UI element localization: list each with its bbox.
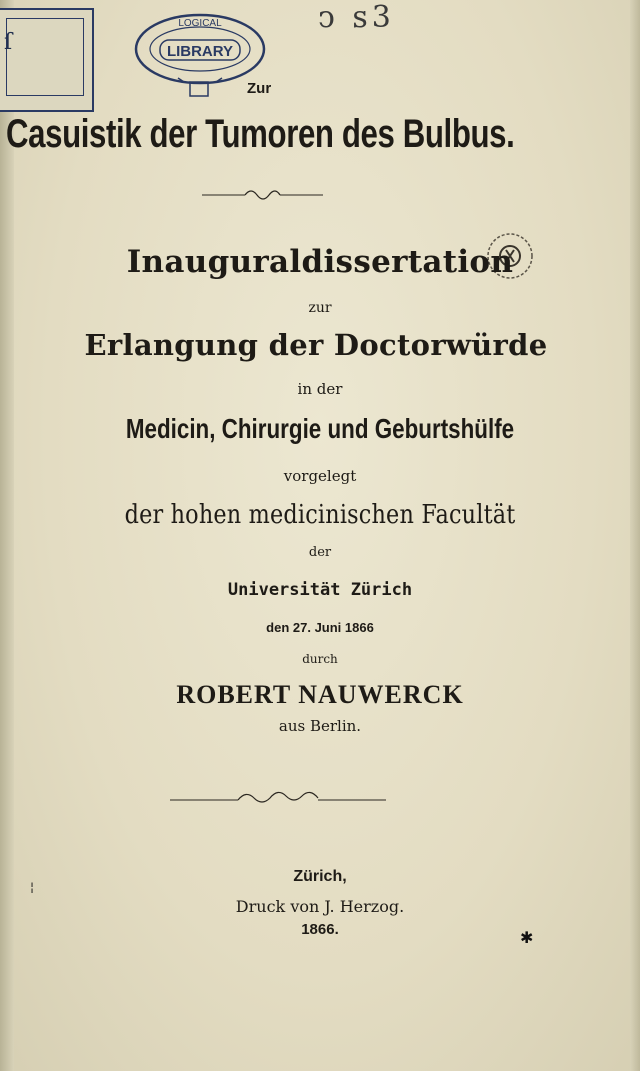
- stamp-ring-text: LOGICAL: [178, 18, 222, 29]
- author-name: ROBERT NAUWERCK: [176, 680, 464, 709]
- ink-speck: ¦: [30, 880, 35, 894]
- ornament-rule-bottom: [168, 788, 388, 808]
- title-prefix: Zur: [247, 80, 272, 97]
- text-faculty: der hohen medicinischen Facultät: [124, 500, 516, 530]
- text-faculties: Medicin, Chirurgie und Geburtshülfe: [125, 413, 515, 444]
- text-durch: durch: [302, 652, 338, 666]
- bookplate-mark: ſ: [4, 30, 13, 55]
- text-in-der: in der: [297, 380, 343, 398]
- page-title: Casuistik der Tumoren des Bulbus.: [6, 112, 515, 156]
- text-der: der: [308, 545, 332, 560]
- text-erlangung: Erlangung der Doctorwürde: [84, 328, 548, 362]
- imprint-city: Zürich,: [293, 868, 347, 885]
- bookplate-frame: [6, 18, 84, 96]
- handwritten-shelfmark: ↄ ꜱ3: [318, 0, 395, 35]
- text-university: Universität Zürich: [227, 580, 413, 600]
- text-zur: zur: [308, 300, 332, 316]
- ornament-rule-top: [200, 186, 325, 202]
- ink-speck: ✱: [520, 928, 534, 947]
- text-date: den 27. Juni 1866: [266, 620, 374, 635]
- dissertation-heading: Inauguraldissertation: [126, 244, 514, 280]
- text-vorgelegt: vorgelegt: [283, 467, 357, 485]
- imprint-year: 1866.: [301, 921, 339, 938]
- stamp-label: LIBRARY: [166, 43, 234, 60]
- bookplate-label: [0, 8, 94, 112]
- imprint-printer: Druck von J. Herzog.: [235, 897, 405, 916]
- author-origin: aus Berlin.: [278, 717, 362, 735]
